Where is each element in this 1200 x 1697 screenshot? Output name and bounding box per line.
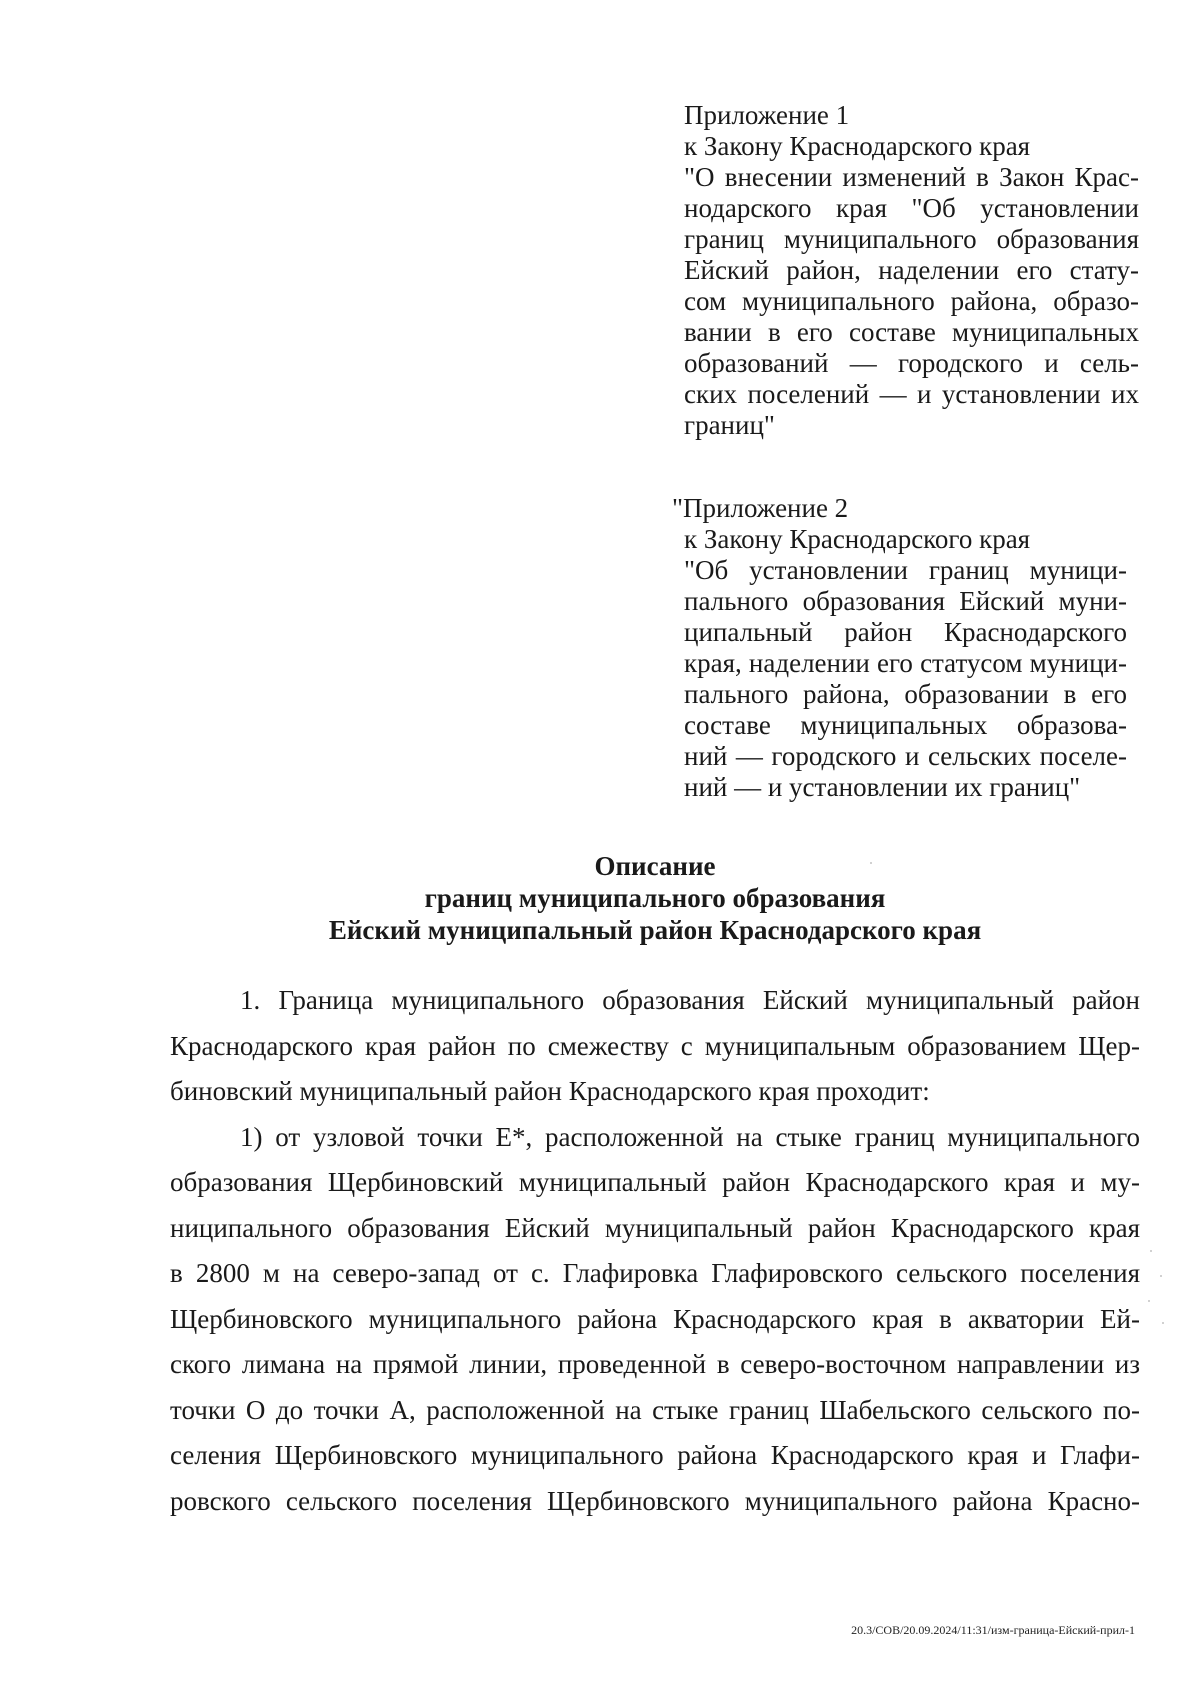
body-line: 1) от узловой точки Е*, расположенной на стыке границ муниципального: [240, 1121, 1140, 1152]
body-line: биновский муниципальный район Краснодарского края проходит:: [170, 1076, 930, 1106]
body-line: ского лимана на прямой линии, проведенной в северо-восточном направлении из: [170, 1349, 1140, 1379]
body-line: образования Щербиновский муниципальный район Краснодарского края и му-: [170, 1167, 1140, 1197]
appendix-2-line: пального района, образовании в его: [684, 679, 1127, 709]
appendix-2-line: ний — городского и сельских поселе-: [684, 741, 1127, 771]
appendix-2-line: ний — и установлении их границ": [684, 772, 1081, 802]
appendix-2-line: составе муниципальных образова-: [684, 710, 1127, 740]
body-line: ниципального образования Ейский муниципальный район Краснодарского края: [170, 1212, 1140, 1243]
appendix-1-line: образований — городского и сель-: [684, 348, 1139, 378]
title-line-2: границ муниципального образования: [424, 883, 886, 913]
appendix-1-line: нодарского края "Об установлении: [684, 193, 1139, 223]
scan-speck: [870, 862, 872, 864]
appendix-1-line: Ейский район, наделении его стату-: [684, 255, 1139, 285]
title-line-1: Описание: [594, 851, 716, 881]
body-line: в 2800 м на северо-запад от с. Глафировка Глафировского сельского поселения: [170, 1258, 1140, 1288]
appendix-1-header: [684, 100, 1139, 441]
body-line: селения Щербиновского муниципального района Краснодарского края и Глафи-: [170, 1440, 1140, 1470]
body-line: 1. Граница муниципального образования Ейский муниципальный район: [240, 985, 1140, 1015]
body-line: Краснодарского края район по смежеству с муниципальным образованием Щер-: [170, 1030, 1140, 1061]
appendix-2-line: "Приложение 2: [672, 493, 849, 523]
appendix-1-line: ских поселений — и установлении их: [684, 379, 1139, 409]
appendix-1-line: сом муниципального района, образо-: [684, 286, 1139, 316]
body-line: ровского сельского поселения Щербиновского муниципального района Красно-: [170, 1485, 1140, 1516]
scan-speck: [1162, 1322, 1164, 1324]
document-footer-code: 20.3/СОВ/20.09.2024/11:31/изм-граница-Ейский-прил-1: [851, 1623, 1135, 1637]
document-title: [170, 850, 1140, 946]
appendix-1-line: к Закону Краснодарского края: [684, 131, 1031, 161]
appendix-1-line: вании в его составе муниципальных: [684, 317, 1139, 347]
scan-speck: [1150, 1250, 1152, 1252]
appendix-2-header: [672, 493, 1127, 803]
body-line: точки О до точки А, расположенной на стыке границ Шабельского сельского по-: [170, 1394, 1140, 1425]
appendix-2-line: к Закону Краснодарского края: [684, 524, 1031, 554]
appendix-2-line: "Об установлении границ муници-: [684, 555, 1127, 585]
appendix-2-line: края, наделении его статусом муници-: [684, 648, 1127, 678]
appendix-1-line: границ": [684, 410, 775, 440]
scan-speck: [1160, 1275, 1162, 1277]
appendix-2-line: ципальный район Краснодарского: [684, 617, 1127, 647]
appendix-1-line: "О внесении изменений в Закон Крас-: [684, 162, 1139, 192]
scan-speck: [1148, 1300, 1150, 1302]
title-line-3: Ейский муниципальный район Краснодарского края: [328, 915, 982, 945]
appendix-2-line: пального образования Ейский муни-: [684, 586, 1127, 616]
appendix-1-line: границ муниципального образования: [684, 224, 1139, 254]
document-body: [170, 978, 1140, 1524]
appendix-1-line: Приложение 1: [684, 100, 850, 130]
body-line: Щербиновского муниципального района Краснодарского края в акватории Ей-: [170, 1303, 1140, 1334]
